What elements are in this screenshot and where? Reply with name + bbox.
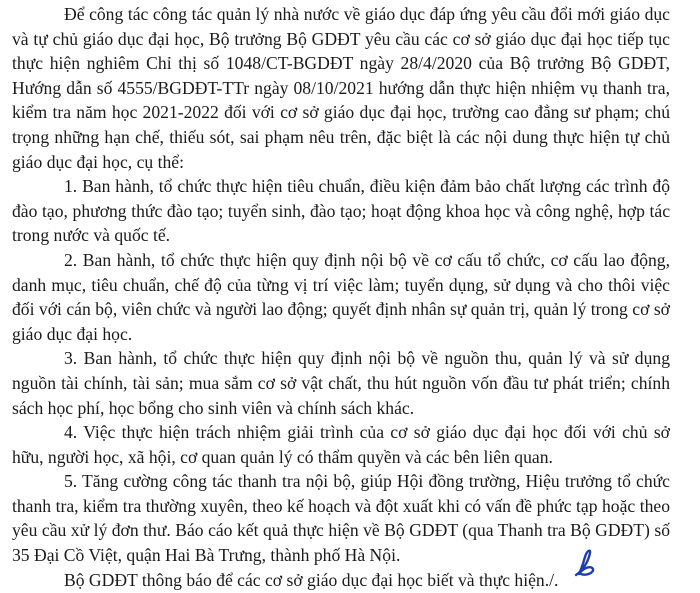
- intro-paragraph: Để công tác công tác quản lý nhà nước về giáo dục đáp ứng yêu cầu đổi mới giáo dục và tự chủ giáo dục đại học, Bộ trưởng Bộ GDĐT yêu cầu các cơ sở giáo dục đại học tiếp tục thực hiện nghiêm Chỉ thị số 1048/CT-BGDĐT ngày 28/4/2020 của Bộ trưởng Bộ GDĐT, Hướng dẫn số 4555/BGDĐT-TTr ngày 08/10/2021 hướng dẫn thực hiện nhiệm vụ thanh tra, kiểm tra năm học 2021-2022 đối với cơ sở giáo dục đại học, trường cao đẳng sư phạm; chú trọng những hạn chế, thiếu sót, sai phạm nêu trên, đặc biệt là các nội dung thực hiện tự chủ giáo dục đại học, cụ thể:: [12, 4, 670, 172]
- item-5-paragraph: 5. Tăng cường công tác thanh tra nội bộ, giúp Hội đồng trường, Hiệu trưởng tổ chức thanh tra, kiểm tra thường xuyên, theo kế hoạch và đột xuất khi có vấn đề phức tạp hoặc theo yêu cầu xử lý đơn thư. Báo cáo kết quả thực hiện về Bộ GDĐT (qua Thanh tra Bộ GDĐT) số 35 Đại Cồ Việt, quận Hai Bà Trưng, thành phố Hà Nội.: [12, 471, 670, 566]
- item-1-paragraph: 1. Ban hành, tổ chức thực hiện tiêu chuẩn, điều kiện đảm bảo chất lượng các trình độ đào tạo, phương thức đào tạo; tuyển sinh, đào tạo; hoạt động khoa học và công nghệ, hợp tác trong nước và quốc tế.: [12, 176, 670, 246]
- item-4-paragraph: 4. Việc thực hiện trách nhiệm giải trình của cơ sở giáo dục đại học đối với chủ sở hữu, người học, xã hội, cơ quan quản lý có thẩm quyền và các bên liên quan.: [12, 422, 670, 467]
- document-body: [12, 2, 670, 592]
- item-2-paragraph: 2. Ban hành, tổ chức thực hiện quy định nội bộ về cơ cấu tổ chức, cơ cấu lao động, danh mục, tiêu chuẩn, chế độ của từng vị trí việc làm; tuyển dụng, sử dụng và cho thôi việc đối với cán bộ, viên chức và người lao động; quyết định nhân sự quản trị, quản lý trong cơ sở giáo dục đại học.: [12, 249, 670, 344]
- item-3-paragraph: 3. Ban hành, tổ chức thực hiện quy định nội bộ về nguồn thu, quản lý và sử dụng nguồn tài chính, tài sản; mua sắm cơ sở vật chất, thu hút nguồn vốn đầu tư phát triển; chính sách học phí, học bổng cho sinh viên và chính sách khác.: [12, 348, 670, 418]
- handwritten-initial-mark: [562, 548, 602, 578]
- closing-paragraph: Bộ GDĐT thông báo để các cơ sở giáo dục đại học biết và thực hiện./.: [64, 569, 559, 590]
